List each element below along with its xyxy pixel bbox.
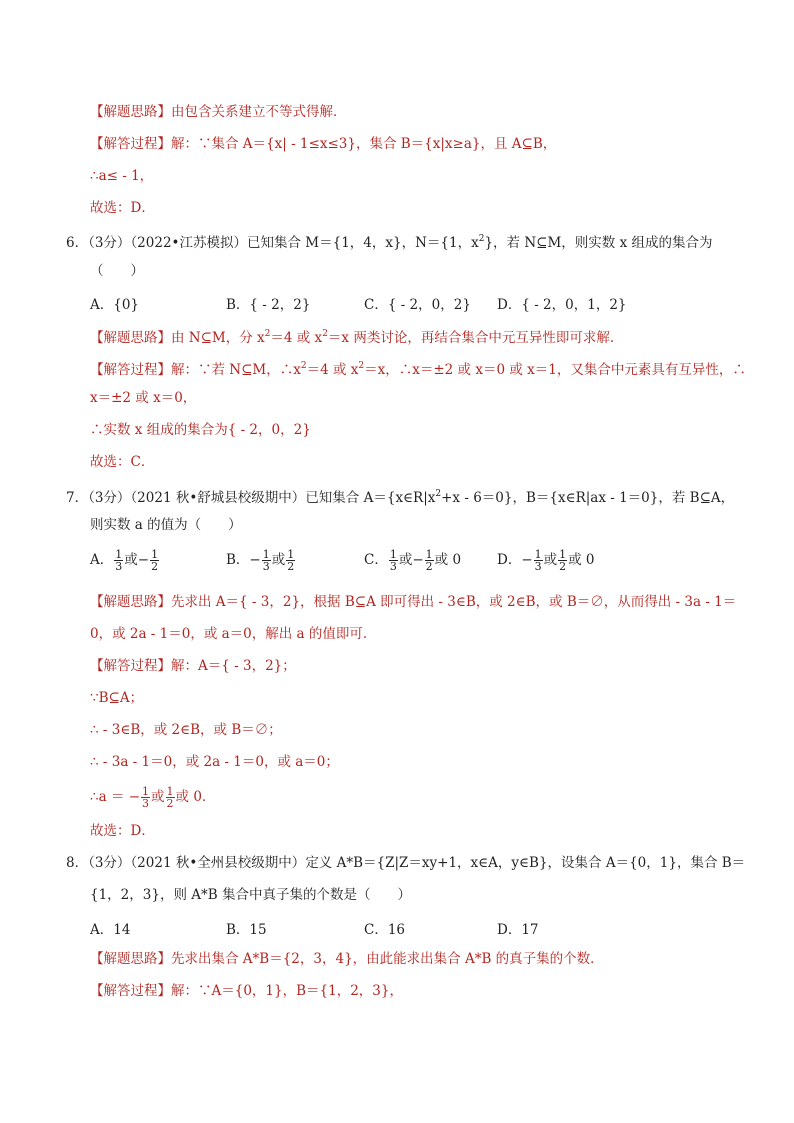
q8-stem-line2: {1，2，3}，则 A*B 集合中真子集的个数是（ ）	[90, 887, 411, 903]
q6-stem-a: 已知集合 M＝{1，4，x}，N＝{1，x	[247, 235, 479, 251]
option-label: B．	[226, 552, 250, 568]
thinking-tag: 【解题思路】	[90, 330, 171, 346]
numerator: 1	[142, 785, 150, 798]
process-a: 解：∵若 N⊆M，∴x	[171, 362, 301, 378]
minus-sign: −	[137, 552, 150, 568]
q8-option-b: B．15	[226, 922, 267, 938]
fraction	[558, 549, 567, 572]
q8-score: （3分）	[88, 855, 131, 871]
q7-stem	[66, 485, 734, 507]
q7-process	[90, 657, 296, 675]
q7-stem-b: +x - 6＝0}，B＝{x∈R|ax - 1＝0}，若 B⊆A，	[441, 490, 735, 506]
process-text: 解：A＝{ - 3，2}；	[171, 658, 296, 674]
q6-process-line2: x＝±2 或 x＝0，	[90, 390, 197, 406]
thinking-tag: 【解题思路】	[90, 951, 171, 967]
numerator: 1	[534, 548, 542, 561]
denominator: 3	[115, 560, 123, 573]
q6-sup: 2	[478, 234, 485, 244]
minus-sign: −	[128, 789, 141, 805]
square-sup: 2	[264, 329, 271, 339]
or-text: 或	[271, 552, 286, 568]
denominator: 2	[559, 560, 567, 573]
process-c: ＝x，∴x＝±2 或 x＝0 或 x＝1，又集合中元素具有互异性，∴	[364, 362, 746, 378]
q7-option-c	[364, 548, 461, 572]
fraction	[141, 786, 150, 809]
numerator: 1	[287, 548, 295, 561]
numerator: 1	[151, 548, 159, 561]
denominator: 2	[425, 560, 433, 573]
q6-score: （3分）	[88, 235, 131, 251]
fraction	[286, 549, 295, 572]
numerator: 1	[115, 548, 123, 561]
q7-option-d	[497, 548, 595, 572]
process-tag: 【解答过程】	[90, 658, 171, 674]
q7-step4	[90, 786, 215, 809]
q6-option-b: B．{ - 2，2}	[226, 297, 311, 313]
square-sup: 2	[300, 361, 307, 371]
q6-process	[90, 357, 746, 379]
q6-option-d: D．{ - 2，0，1，2}	[497, 297, 627, 313]
q8-number: 8．	[66, 855, 89, 871]
square-sup: 2	[358, 361, 365, 371]
q7-score: （3分）	[88, 490, 131, 506]
p5-thinking	[90, 103, 347, 121]
q7-step1: ∵B⊆A；	[90, 690, 144, 706]
q8-option-d: D．17	[497, 922, 539, 938]
process-tag: 【解答过程】	[90, 983, 171, 999]
denominator: 3	[389, 560, 397, 573]
q6-thinking	[90, 325, 623, 347]
q6-option-c: C．{ - 2，0，2}	[364, 297, 471, 313]
thinking-text: 由包含关系建立不等式得解．	[171, 104, 347, 120]
q6-source: （2022•江苏模拟）	[130, 235, 248, 251]
option-label: D．	[497, 552, 522, 568]
q7-thinking-line2: 0，或 2a - 1＝0，或 a＝0，解出 a 的值即可．	[90, 626, 377, 642]
or-text: 或	[543, 552, 558, 568]
q6-paren: （ ）	[90, 263, 144, 279]
thinking-text: 先求出集合 A*B＝{2，3，4}，由此能求出集合 A*B 的真子集的个数．	[171, 951, 604, 967]
process-text: 解：∵A＝{0，1}，B＝{1，2，3}，	[171, 983, 403, 999]
fraction	[425, 549, 434, 572]
minus-sign: −	[521, 552, 533, 568]
q7-option-b	[226, 548, 296, 572]
option-label: C．	[364, 552, 388, 568]
q6-conclusion: ∴实数 x 组成的集合为{ - 2，0，2}	[90, 422, 311, 438]
q8-option-c: C．16	[364, 922, 406, 938]
or-zero-text: 或 0	[568, 552, 595, 568]
numerator: 1	[389, 548, 397, 561]
q8-thinking	[90, 950, 604, 968]
or-text: 或	[151, 789, 165, 805]
p5-process	[90, 135, 556, 153]
or-text: 或	[124, 552, 138, 568]
thinking-a: 由 N⊆M，分 x	[171, 330, 265, 346]
process-tag: 【解答过程】	[90, 136, 171, 152]
q6-answer: 故选：C．	[90, 454, 155, 470]
p5-conclusion: ∴a≤ - 1，	[90, 168, 154, 184]
numerator: 1	[262, 548, 270, 561]
q7-step3: ∴ - 3a - 1＝0，或 2a - 1＝0，或 a＝0；	[90, 754, 339, 770]
q7-answer: 故选：D．	[90, 823, 155, 839]
q6-stem-b: }，若 N⊆M，则实数 x 组成的集合为	[484, 235, 713, 251]
denominator: 3	[534, 560, 542, 573]
square-sup: 2	[322, 329, 328, 339]
q8-stem-a: 定义 A*B＝{Z|Z＝xy+1，x∈A，y∈B}，设集合 A＝{0，1}，集合 B＝	[305, 855, 746, 871]
fraction	[150, 549, 159, 572]
q7-step2: ∴ - 3∈B，或 2∈B，或 B＝∅；	[90, 722, 282, 738]
denominator: 3	[142, 797, 150, 810]
thinking-b: ＝4 或 x	[270, 330, 323, 346]
minus-sign: −	[412, 552, 424, 568]
denominator: 2	[287, 560, 295, 573]
q7-option-a	[90, 548, 160, 572]
q7-number: 7．	[66, 490, 89, 506]
option-label: A．	[90, 552, 114, 568]
numerator: 1	[166, 785, 174, 798]
step4-prefix: ∴a ＝	[90, 789, 129, 805]
fraction	[166, 786, 175, 809]
thinking-c: ＝x 两类讨论，再结合集合中元互异性即可求解．	[327, 330, 624, 346]
process-b: ＝4 或 x	[306, 362, 359, 378]
q6-stem	[66, 230, 712, 252]
denominator: 2	[166, 797, 174, 810]
denominator: 2	[151, 560, 159, 573]
q8-process	[90, 982, 403, 1000]
q6-option-a: A．{0}	[90, 297, 140, 313]
q6-number: 6．	[66, 235, 89, 251]
process-tag: 【解答过程】	[90, 362, 171, 378]
q7-thinking	[90, 593, 736, 611]
numerator: 1	[559, 548, 567, 561]
p5-answer: 故选：D．	[90, 200, 155, 216]
or-zero-text: 或 0	[434, 552, 462, 568]
numerator: 1	[425, 548, 433, 561]
q7-stem-a: 已知集合 A＝{x∈R|x	[305, 490, 436, 506]
process-text: 解：∵集合 A＝{x| - 1≤x≤3}，集合 B＝{x|x≥a}，且 A⊆B，	[171, 136, 557, 152]
or-text: 或	[398, 552, 413, 568]
q8-option-a: A．14	[90, 922, 131, 938]
fraction	[389, 549, 398, 572]
q7-source: （2021 秋•舒城县校级期中）	[130, 490, 306, 506]
q8-stem	[66, 854, 745, 872]
or-zero-text: 或 0．	[175, 789, 216, 805]
thinking-tag: 【解题思路】	[90, 104, 171, 120]
q8-source: （2021 秋•全州县校级期中）	[130, 855, 306, 871]
thinking-tag: 【解题思路】	[90, 594, 171, 610]
q7-stem-line2: 则实数 a 的值为（ ）	[90, 517, 242, 533]
q7-sup: 2	[435, 489, 442, 499]
fraction	[262, 549, 271, 572]
thinking-text: 先求出 A＝{ - 3，2}，根据 B⊆A 即可得出 - 3∈B，或 2∈B，或 B＝∅，从而得出 - 3a - 1＝	[171, 594, 737, 610]
denominator: 3	[262, 560, 270, 573]
fraction	[114, 549, 123, 572]
minus-sign: −	[249, 552, 261, 568]
fraction	[534, 549, 543, 572]
